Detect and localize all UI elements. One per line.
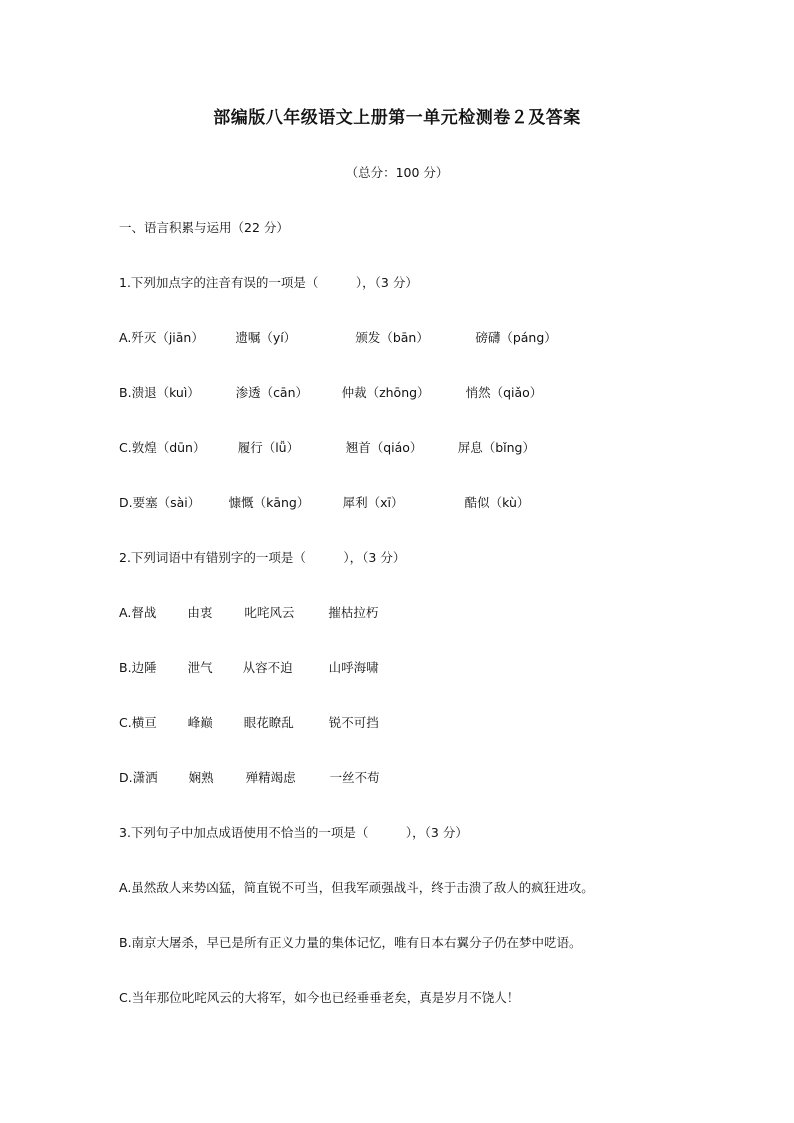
question-3-stem: 3.下列句子中加点成语使用不恰当的一项是（ ），（3 分） (119, 825, 468, 840)
question-3-option-c: C.当年那位叱咤风云的大将军，如今也已经垂垂老矣，真是岁月不饶人！ (119, 990, 520, 1005)
question-1-stem: 1.下列加点字的注音有误的一项是（ ），（3 分） (119, 275, 418, 290)
section-heading: 一、语言积累与运用（22 分） (119, 220, 289, 235)
question-3-option-a: A.虽然敌人来势凶猛，简直锐不可当，但我军顽强战斗，终于击溃了敌人的疯狂进攻。 (119, 880, 594, 895)
question-1-option-d: D.要塞（sài） 慷慨（kāng） 犀利（xī） 酷似（kù） (119, 495, 530, 510)
question-2-option-a: A.督战 由衷 叱咤风云 摧枯拉朽 (119, 605, 379, 620)
question-3-option-b: B.南京大屠杀，早已是所有正义力量的集体记忆，唯有日本右翼分子仍在梦中呓语。 (119, 935, 582, 950)
question-2-option-b: B.边陲 泄气 从容不迫 山呼海啸 (119, 660, 379, 675)
question-2-option-c: C.横亘 峰巅 眼花瞭乱 锐不可挡 (119, 715, 379, 730)
document-title: 部编版八年级语文上册第一单元检测卷２及答案 (213, 108, 581, 128)
question-1-option-b: B.溃退（kuì） 渗透（cān） 仲裁（zhōng） 悄然（qiǎo） (119, 385, 543, 400)
question-1-option-a: A.歼灭（jiān） 遗嘱（yí） 颁发（bān） 磅礴（páng） (119, 330, 557, 345)
question-1-option-c: C.敦煌（dūn） 履行（lǚ） 翘首（qiáo） 屏息（bǐng） (119, 440, 535, 455)
question-2-stem: 2.下列词语中有错别字的一项是（ ），（3 分） (119, 550, 406, 565)
question-2-option-d: D.潇洒 娴熟 殚精竭虑 一丝不苟 (119, 770, 380, 785)
total-score: （总分：100 分） (345, 165, 449, 180)
